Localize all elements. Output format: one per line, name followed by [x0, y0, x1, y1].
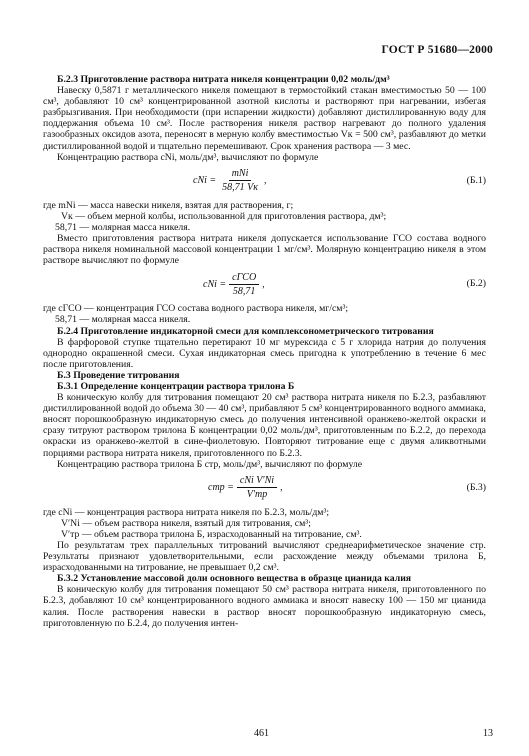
section-title-b32: Б.3.2 Установление массовой доли основного вещества в образце цианида калия: [57, 573, 412, 585]
paragraph: В коническую колбу для титрования помещают 20 см³ раствора нитрата никеля по Б.2.3, разбавляют дистиллированной водой до объема 30 — 40 см³, прибавляют 5 см³ концентрированного водного аммиака, вносят порошкообразную индикаторную смесь до получения интенсивной оранжево-желтой окраски и сразу титруют раствором трилона Б концентрации 0,02 моль/дм³, приготовленным по Б.2.2, до перехода окраски из оранжево-желтой в сине-фиолетовую. Повторяют титрование еще с двумя аликвотными порциями раствора нитрата никеля, приготовленного по Б.2.3.: [43, 392, 486, 459]
paragraph: В коническую колбу для титрования помещают 50 см³ раствора нитрата никеля, приготовленного по Б.2.3, добавляют 10 см³ концентрированного водного аммиака и вносят навеску 100 — 150 мг цианида калия. После растворения навески в раствор вносят порошкообразную индикаторную смесь, приготовленную по Б.2.4, до получения интен-: [43, 584, 486, 629]
section-title-b23: Б.2.3 Приготовление раствора нитрата никеля концентрации 0,02 моль/дм³: [57, 74, 390, 85]
formula-numerator: mNi: [229, 168, 252, 181]
formula-denominator: V′тр: [246, 489, 268, 501]
formula-legend: 58,71 — молярная масса никеля.: [55, 314, 191, 326]
section-title-b3: Б.3 Проведение титрования: [57, 369, 180, 381]
page-number-center: 461: [254, 728, 269, 739]
formula-denominator: 58,71: [232, 285, 256, 297]
paragraph: Навеску 0,5871 г металлического никеля помещают в термостойкий стакан вместимостью 50 — 100 см³, добавляют 10 см³ концентрированной азотной кислоты и растворяют при нагревании, избегая разбрызгивания. При необходимости (при испарении жидкости) добавляют дистиллированную воду для поддержания объема 10 см³. После растворения никеля раствор нагревают до полного удаления газообразных оксидов азота, переносят в мерную колбу вместимостью Vк = 500 см³, разбавляют до метки дистиллированной водой и тщательно перемешивают. Срок хранения раствора — 3 мес.: [43, 85, 486, 152]
page-number-right: 13: [483, 728, 493, 739]
formula-number: (Б.1): [466, 174, 486, 186]
formula-lhs: cтр =: [208, 482, 234, 494]
formula-legend: V′тр — объем раствора трилона Б, израсходованный на титрование, см³.: [61, 528, 362, 540]
formula-denominator: 58,71 Vк: [222, 182, 258, 194]
formula-b3: [43, 472, 486, 504]
formula-lhs: cNi =: [203, 278, 227, 290]
formula-legend: где cNi — концентрация раствора нитрата никеля по Б.2.3, моль/дм³;: [43, 506, 330, 518]
paragraph: Концентрацию раствора cNi, моль/дм³, вычисляют по формуле: [57, 151, 319, 163]
document-body: [43, 74, 486, 629]
paragraph: По результатам трех параллельных титрований вычисляют среднеарифметическое значение cтр. Результаты признают удовлетворительными, если расхождение между объемами трилона Б, израсходованными на титрование, не превышает 0,2 см³.: [43, 540, 486, 574]
formula-lhs: cNi =: [193, 175, 217, 187]
formula-tail: ,: [262, 278, 265, 290]
section-title-b31: Б.3.1 Определение концентрации раствора трилона Б: [57, 380, 295, 392]
formula-legend: где mNi — масса навески никеля, взятая для растворения, г;: [43, 199, 294, 211]
formula-legend: где cГСО — концентрация ГСО состава водного раствора никеля, мг/см³;: [43, 303, 349, 315]
formula-tail: ,: [280, 482, 283, 494]
standard-header: ГОСТ Р 51680—2000: [381, 44, 493, 56]
formula-b1: [43, 165, 486, 197]
paragraph: Концентрацию раствора трилона Б cтр, моль/дм³, вычисляют по формуле: [57, 458, 363, 470]
paragraph: Вместо приготовления раствора нитрата никеля допускается использование ГСО состава водного раствора никеля номинальной массовой концентрации 1 мг/см³. Молярную концентрацию никеля в этом растворе вычисляют по формуле: [43, 233, 486, 267]
section-title-b24: Б.2.4 Приготовление индикаторной смеси для комплексонометрического титрования: [57, 325, 434, 337]
formula-fraction: [219, 168, 261, 193]
formula-numerator: cNi V′Ni: [237, 475, 277, 488]
formula-numerator: cГСО: [229, 272, 259, 285]
formula-legend: V′Ni — объем раствора никеля, взятый для титрования, см³;: [61, 517, 311, 529]
formula-fraction: [229, 272, 259, 297]
formula-fraction: [237, 475, 277, 500]
formula-tail: ,: [263, 175, 267, 187]
paragraph: В фарфоровой ступке тщательно перетирают 10 мг мурексида с 5 г хлорида натрия до получения однородно окрашенной смеси. Сухая индикаторная смесь пригодна к употреблению в течение 6 мес после приготовления.: [43, 336, 486, 370]
formula-b2: [43, 268, 486, 300]
formula-number: (Б.2): [466, 278, 486, 290]
formula-legend: Vк — объем мерной колбы, использованной для приготовления раствора, дм³;: [61, 210, 387, 222]
formula-number: (Б.3): [466, 481, 486, 493]
formula-legend: 58,71 — молярная масса никеля.: [55, 221, 191, 233]
